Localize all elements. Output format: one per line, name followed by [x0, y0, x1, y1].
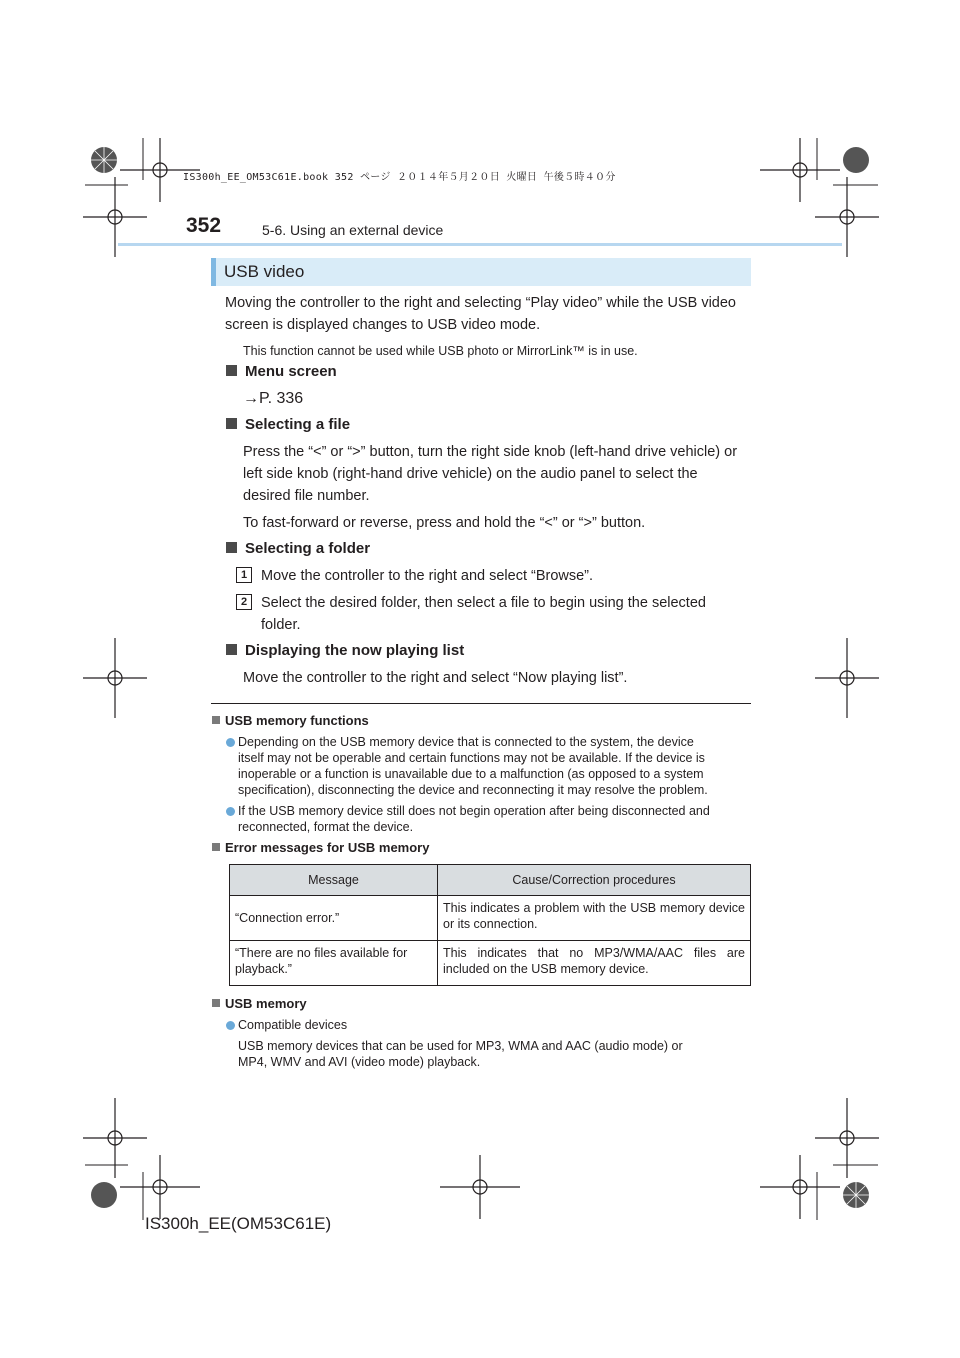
message-cell: “Connection error.” [230, 896, 438, 941]
error-messages-table [229, 864, 751, 986]
round-bullet-icon [226, 807, 235, 816]
text-line: MP4, WMV and AVI (video mode) playback. [238, 1055, 481, 1069]
square-bullet-icon [226, 542, 237, 553]
round-bullet-icon [226, 738, 235, 747]
intro-paragraph [225, 292, 751, 336]
section-divider [211, 703, 751, 704]
intro-line: screen is displayed changes to USB video mode. [225, 317, 541, 333]
functions-bullet-1 [238, 734, 750, 798]
usb-memory-heading: USB memory [212, 996, 307, 1012]
compatible-devices-text [238, 1038, 750, 1070]
menu-screen-heading: Menu screen [226, 363, 337, 380]
round-bullet-icon [226, 1021, 235, 1030]
now-playing-text: Move the controller to the right and select “Now playing list”. [243, 670, 628, 686]
table-row [230, 941, 751, 986]
intro-line: Moving the controller to the right and selecting “Play video” while the USB video [225, 295, 736, 311]
text-line: itself may not be operable and certain functions may not be available. If the device is [238, 751, 705, 765]
text-line: desired file number. [243, 488, 370, 504]
text-line: reconnected, format the device. [238, 820, 414, 834]
menu-screen-ref: →P. 336 [243, 390, 304, 407]
text-line: inoperable or a function is unavailable due to a malfunction (as opposed to a system [238, 767, 704, 781]
usb-memory-functions-heading: USB memory functions [212, 713, 369, 729]
table-row [230, 896, 751, 941]
square-bullet-icon [226, 365, 237, 376]
print-info: IS300h_EE_OM53C61E.book 352 ページ ２０１４年５月２０日 火曜日 午後５時４０分 [183, 172, 616, 183]
text-line: Depending on the USB memory device that is connected to the system, the device [238, 735, 694, 749]
cause-cell: This indicates a problem with the USB memory device or its connection. [438, 896, 751, 941]
text-line: Press the “<” or “>” button, turn the right side knob (left-hand drive vehicle) or [243, 444, 738, 460]
square-bullet-icon [212, 999, 220, 1007]
compatible-devices-label: Compatible devices [238, 1018, 348, 1032]
step-number-1: 1 [236, 567, 252, 583]
selecting-file-heading: Selecting a file [226, 416, 350, 433]
square-bullet-icon [226, 418, 237, 429]
text-line: To fast-forward or reverse, press and hold the “<” or “>” button. [243, 515, 646, 531]
column-header-message: Message [230, 865, 438, 896]
header-rule [118, 243, 842, 246]
text-line: If the USB memory device still does not begin operation after being disconnected and [238, 804, 710, 818]
square-bullet-icon [212, 843, 220, 851]
text-line: left side knob (right-hand drive vehicle) on the audio panel to select the [243, 466, 698, 482]
usage-note: This function cannot be used while USB photo or MirrorLink™ is in use. [243, 344, 638, 358]
text-line: Select the desired folder, then select a file to begin using the selected [261, 595, 706, 611]
now-playing-heading: Displaying the now playing list [226, 642, 464, 659]
column-header-cause: Cause/Correction procedures [438, 865, 751, 896]
text-line: USB memory devices that can be used for MP3, WMA and AAC (audio mode) or [238, 1039, 683, 1053]
step-1-text: Move the controller to the right and select “Browse”. [261, 568, 594, 584]
section-title: 5-6. Using an external device [262, 222, 444, 238]
message-cell: “There are no files available for playback.” [230, 941, 438, 986]
step-number-2: 2 [236, 594, 252, 610]
footer-model-code: IS300h_EE(OM53C61E) [145, 1214, 332, 1233]
table-header-row [230, 865, 751, 896]
usb-video-heading: USB video [211, 258, 751, 286]
page-number: 352 [186, 214, 222, 237]
cause-cell: This indicates that no MP3/WMA/AAC files are included on the USB memory device. [438, 941, 751, 986]
selecting-folder-heading: Selecting a folder [226, 540, 370, 557]
selecting-file-text [243, 441, 746, 534]
square-bullet-icon [212, 716, 220, 724]
square-bullet-icon [226, 644, 237, 655]
error-messages-heading: Error messages for USB memory [212, 840, 429, 856]
functions-bullet-2 [238, 803, 750, 835]
text-line: specification), disconnecting the device and reconnecting it may resolve the problem. [238, 783, 708, 797]
step-2-text [261, 592, 746, 636]
text-line: folder. [261, 617, 301, 633]
